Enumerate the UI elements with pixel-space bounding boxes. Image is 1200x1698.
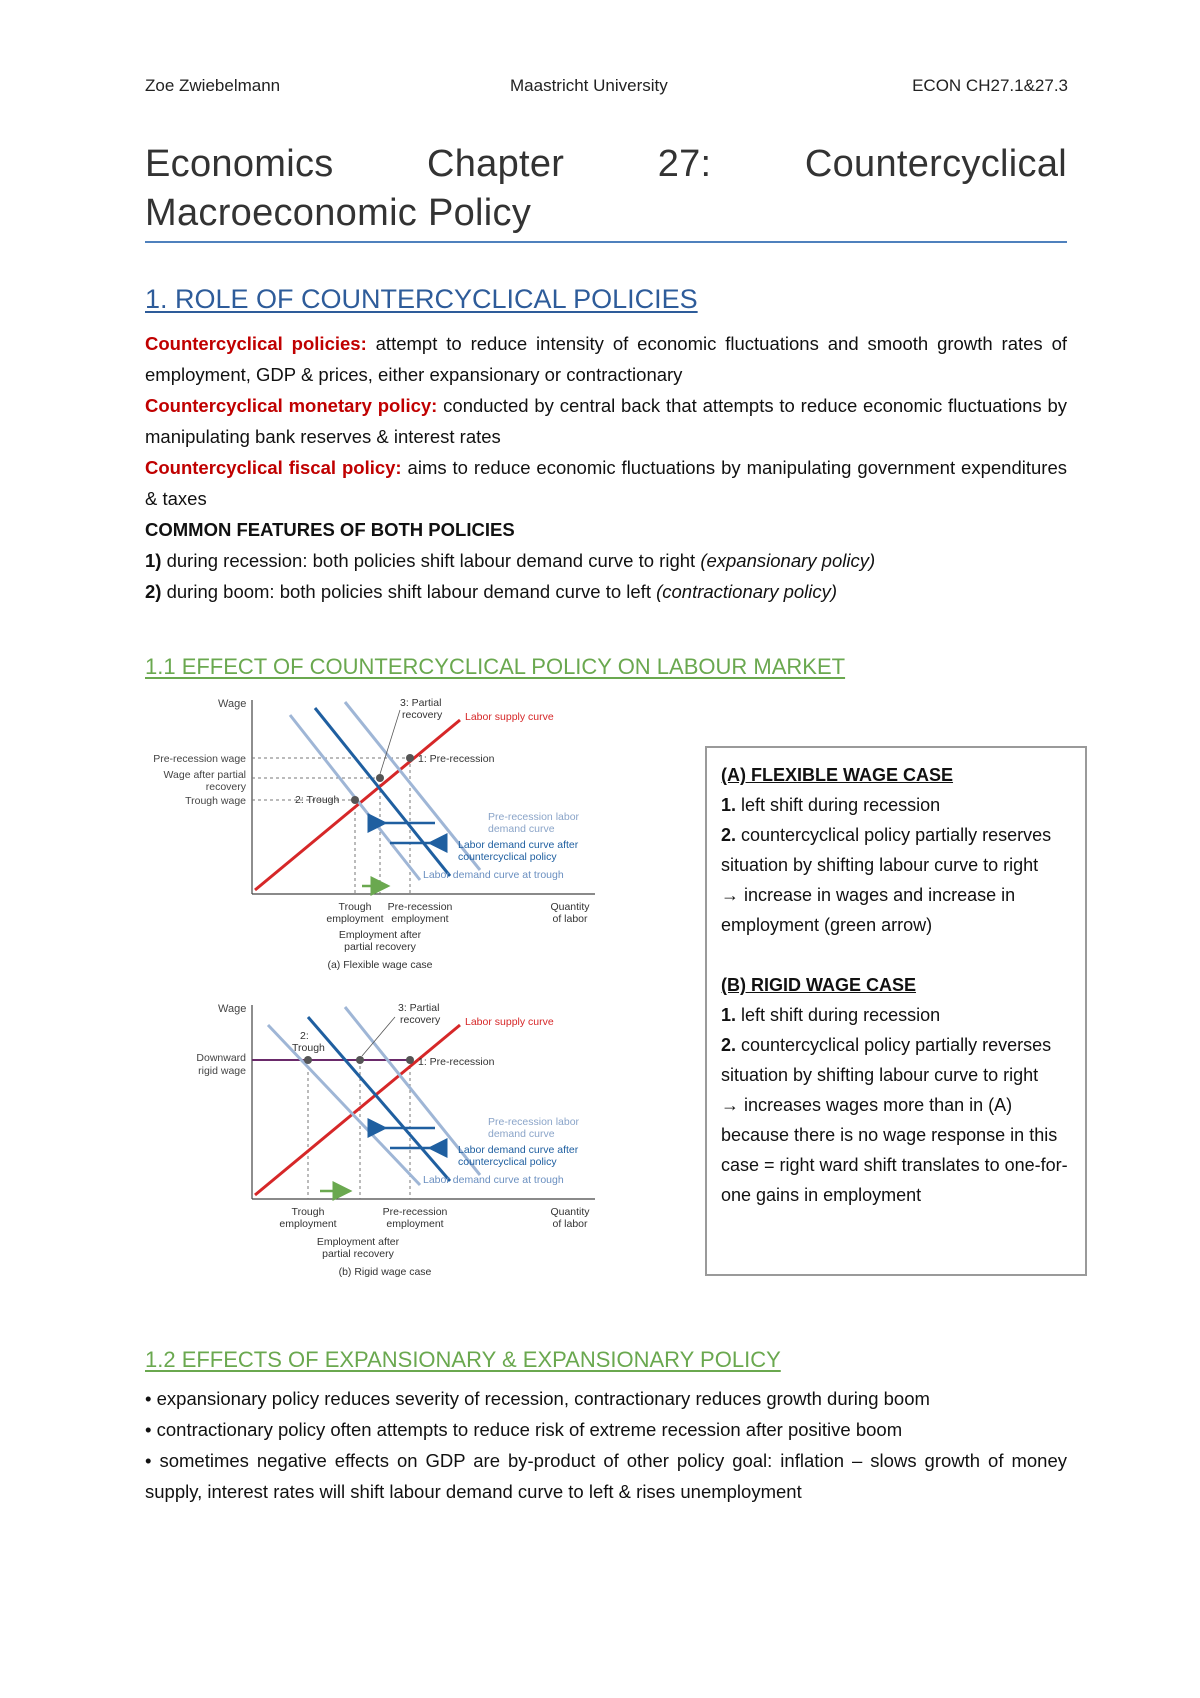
svg-text:partial recovery: partial recovery [322, 1248, 394, 1260]
bullet-icon: • [145, 1450, 152, 1471]
svg-text:3: Partial: 3: Partial [400, 697, 442, 709]
rigid-wage-heading: (B) RIGID WAGE CASE [721, 975, 917, 995]
svg-text:1: Pre-recession: 1: Pre-recession [418, 753, 495, 765]
svg-text:2:: 2: [300, 1030, 309, 1042]
svg-text:recovery: recovery [400, 1014, 441, 1026]
svg-text:Quantity: Quantity [550, 901, 590, 913]
svg-text:1: Pre-recession: 1: Pre-recession [418, 1056, 495, 1068]
svg-text:Quantity: Quantity [550, 1206, 590, 1218]
svg-text:recovery: recovery [402, 709, 443, 721]
definition-term: Countercyclical fiscal policy: [145, 457, 402, 478]
title-word: Countercyclical [804, 143, 1067, 185]
svg-text:employment: employment [391, 913, 449, 925]
bullet-icon: • [145, 1388, 152, 1409]
title-word: Chapter [426, 143, 565, 185]
header-course: ECON CH27.1&27.3 [912, 76, 1068, 95]
section12-body [145, 1383, 1067, 1507]
svg-text:Pre-recession wage: Pre-recession wage [153, 753, 246, 765]
svg-text:Labor demand curve at trough: Labor demand curve at trough [423, 869, 564, 881]
svg-text:of labor: of labor [552, 1218, 588, 1230]
svg-text:Pre-recession labor: Pre-recession labor [488, 811, 580, 823]
list-item: 1. left shift during recession [721, 1005, 941, 1025]
page-title [145, 140, 1067, 238]
svg-text:Trough: Trough [292, 1042, 325, 1054]
list-item: → increase in wages and increase in employment (green arrow) [721, 885, 1016, 935]
svg-text:Wage after partial: Wage after partial [163, 769, 246, 781]
feature-point: 2) during boom: both policies shift labour demand curve to left (contractionary policy) [145, 581, 838, 602]
svg-text:Downward: Downward [196, 1052, 246, 1064]
definition [145, 452, 1067, 514]
svg-text:(a) Flexible wage case: (a) Flexible wage case [327, 959, 433, 971]
svg-text:employment: employment [279, 1218, 337, 1230]
svg-text:Pre-recession labor: Pre-recession labor [488, 1116, 580, 1128]
svg-text:rigid wage: rigid wage [198, 1065, 246, 1077]
svg-text:partial recovery: partial recovery [344, 941, 416, 953]
svg-text:3: Partial: 3: Partial [398, 1002, 440, 1014]
definition-text: aims to reduce economic fluctuations by manipulating government expenditures & taxes [145, 457, 1067, 509]
bullet-icon: • [145, 1419, 152, 1440]
section1-body [145, 328, 1067, 607]
svg-text:Trough: Trough [338, 901, 372, 913]
figure-rigid-wage [140, 995, 610, 1285]
svg-text:Labor demand curve after: Labor demand curve after [458, 839, 579, 851]
list-item: • sometimes negative effects on GDP are by-product of other policy goal: inflation – slows growth of money supply, interest rates will shift labour demand curve to left & rises unemployment [145, 1450, 1067, 1502]
header-institution: Maastricht University [510, 76, 668, 95]
list-item: → increases wages more than in (A) because there is no wage response in this case = right ward shift translates to one-for-one gains in employment [721, 1095, 1068, 1205]
title-word: Economics [145, 143, 334, 185]
svg-text:(b) Rigid wage case: (b) Rigid wage case [338, 1266, 432, 1278]
definition-term: Countercyclical monetary policy: [145, 395, 438, 416]
svg-text:demand curve: demand curve [488, 823, 555, 835]
svg-text:employment: employment [326, 913, 384, 925]
section-heading-1: 1. ROLE OF COUNTERCYCLICAL POLICIES [145, 284, 698, 314]
feature-point: 1) during recession: both policies shift labour demand curve to right (expansionary policy) [145, 550, 876, 571]
definition-term: Countercyclical policies: [145, 333, 367, 354]
definition-text: attempt to reduce intensity of economic fluctuations and smooth growth rates of employment, GDP & prices, either expansionary or contractionary [145, 333, 1067, 385]
definition [145, 328, 1067, 390]
svg-text:Pre-recession: Pre-recession [382, 1206, 448, 1218]
svg-text:Employment after: Employment after [338, 929, 422, 941]
list-item: 2. countercyclical policy partially reverses situation by shifting labour curve to right [721, 1035, 1052, 1085]
definition-text: conducted by central back that attempts to reduce economic fluctuations by manipulating bank reserves & interest rates [145, 395, 1068, 447]
svg-text:Wage: Wage [218, 698, 247, 710]
svg-text:2: Trough: 2: Trough [295, 794, 340, 806]
svg-text:Trough: Trough [291, 1206, 325, 1218]
arrow-right-icon: → [721, 1095, 739, 1115]
arrow-right-icon: → [721, 885, 739, 905]
svg-text:demand curve: demand curve [488, 1128, 555, 1140]
title-rule [145, 241, 1067, 243]
svg-text:Pre-recession: Pre-recession [387, 901, 453, 913]
svg-text:countercyclical policy: countercyclical policy [458, 1156, 557, 1168]
svg-text:countercyclical policy: countercyclical policy [458, 851, 557, 863]
svg-text:Labor demand curve at trough: Labor demand curve at trough [423, 1174, 564, 1186]
definition [145, 390, 1067, 452]
wage-case-notes-box [705, 746, 1087, 1276]
section-heading-1-1: 1.1 EFFECT OF COUNTERCYCLICAL POLICY ON LABOUR MARKET [145, 654, 846, 679]
list-item: • contractionary policy often attempts to reduce risk of extreme recession after positive boom [145, 1419, 903, 1440]
header-author: Zoe Zwiebelmann [145, 76, 281, 95]
section-heading-1-2: 1.2 EFFECTS OF EXPANSIONARY & EXPANSIONARY POLICY [145, 1347, 781, 1372]
svg-text:of labor: of labor [552, 913, 588, 925]
svg-text:Wage: Wage [218, 1003, 247, 1015]
flexible-wage-heading: (A) FLEXIBLE WAGE CASE [721, 765, 954, 785]
svg-text:Labor demand curve after: Labor demand curve after [458, 1144, 579, 1156]
list-item: • expansionary policy reduces severity of recession, contractionary reduces growth during boom [145, 1388, 930, 1409]
svg-text:Labor supply curve: Labor supply curve [465, 711, 554, 723]
svg-text:Labor supply curve: Labor supply curve [465, 1016, 554, 1028]
svg-text:Employment after: Employment after [316, 1236, 400, 1248]
title-word: 27: [657, 143, 712, 185]
list-item: 1. left shift during recession [721, 795, 941, 815]
svg-text:employment: employment [386, 1218, 444, 1230]
title-line2: Macroeconomic Policy [145, 192, 532, 234]
figure-flexible-wage [140, 690, 610, 980]
common-features-heading: COMMON FEATURES OF BOTH POLICIES [145, 519, 515, 540]
svg-text:recovery: recovery [205, 781, 246, 793]
svg-text:Trough wage: Trough wage [185, 795, 246, 807]
list-item: 2. countercyclical policy partially reserves situation by shifting labour curve to right [721, 825, 1052, 875]
